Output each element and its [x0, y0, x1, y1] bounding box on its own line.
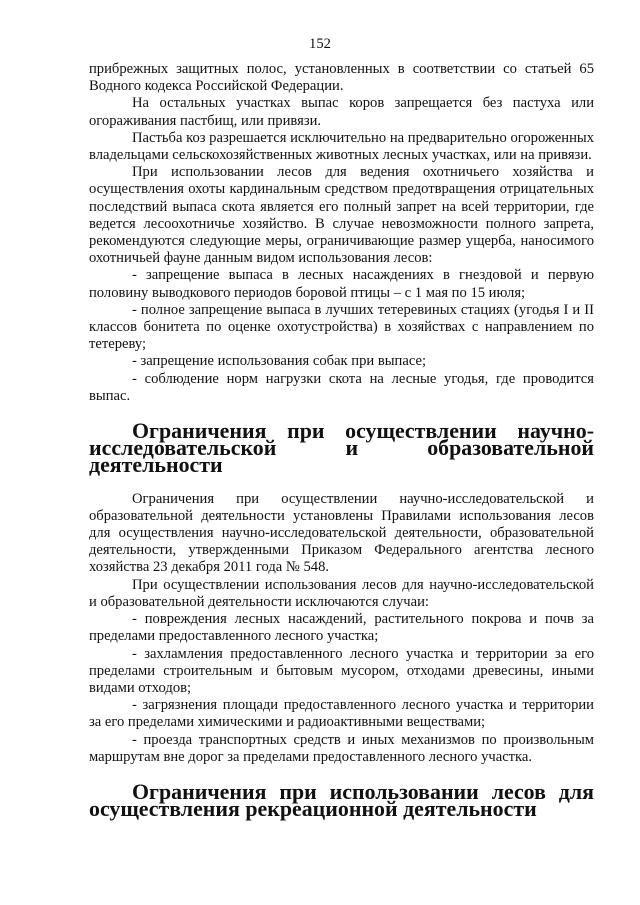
list-item: - проезда транспортных средств и иных механизмов по произвольным маршрутам вне дорог за пределами предоставленного лесного участка. — [89, 731, 594, 765]
list-item: - полное запрещение выпаса в лучших тетеревиных стациях (угодья I и II классов бонитета по оценке охотустройства) в хозяйствах с направлением по тетереву; — [89, 301, 594, 353]
paragraph: При использовании лесов для ведения охотничьего хозяйства и осуществления охоты кардинальным средством предотвращения отрицательных последствий выпаса скота является его полный запрет на всей территории, где ведется лесоохотничье хозяйство. В случае невозможности полного запрета, рекомендуются следующие меры, ограничивающие размер ущерба, наносимого охотничьей фауне данным видом использования лесов: — [89, 164, 594, 267]
section-heading: Ограничения при использовании лесов для осуществления рекреационной деятельности — [89, 778, 594, 822]
paragraph: Ограничения при осуществлении научно-исследовательской и образовательной деятельности установлены Правилами использования лесов для осуществления научно-исследовательской деятельности, образовательной деятельности, утвержденными Приказом Федерального агентства лесного хозяйства 23 декабря 2011 года № 548. — [89, 490, 594, 576]
section-heading: Ограничения при осуществлении научно-исследовательской и образовательной деятельности — [89, 418, 594, 478]
page-number: 152 — [309, 36, 331, 52]
document-body — [89, 61, 594, 822]
paragraph: При осуществлении использования лесов для научно-исследовательской и образовательной деятельности исключаются случаи: — [89, 576, 594, 610]
paragraph: прибрежных защитных полос, установленных в соответствии со статьей 65 Водного кодекса Российской Федерации. — [89, 61, 594, 95]
paragraph: На остальных участках выпас коров запрещается без пастуха или огораживания пастбищ, или привязи. — [89, 95, 594, 129]
list-item: - запрещение выпаса в лесных насаждениях в гнездовой и первую половину выводкового периодов боровой птицы – с 1 мая по 15 июля; — [89, 267, 594, 301]
list-item: - запрещение использования собак при выпасе; — [132, 353, 427, 370]
list-item: - загрязнения площади предоставленного лесного участка и территории за его пределами химическими и радиоактивными веществами; — [89, 697, 594, 731]
list-item: - соблюдение норм нагрузки скота на лесные угодья, где проводится выпас. — [89, 370, 594, 404]
paragraph: Пастьба коз разрешается исключительно на предварительно огороженных владельцами сельскохозяйственных животных лесных участках, или на привязи. — [89, 129, 594, 164]
list-item: - повреждения лесных насаждений, растительного покрова и почв за пределами предоставленного лесного участка; — [89, 611, 594, 645]
list-item: - захламления предоставленного лесного участка и территории за его пределами строительным и бытовым мусором, отходами древесины, иными видами отходов; — [89, 645, 594, 696]
